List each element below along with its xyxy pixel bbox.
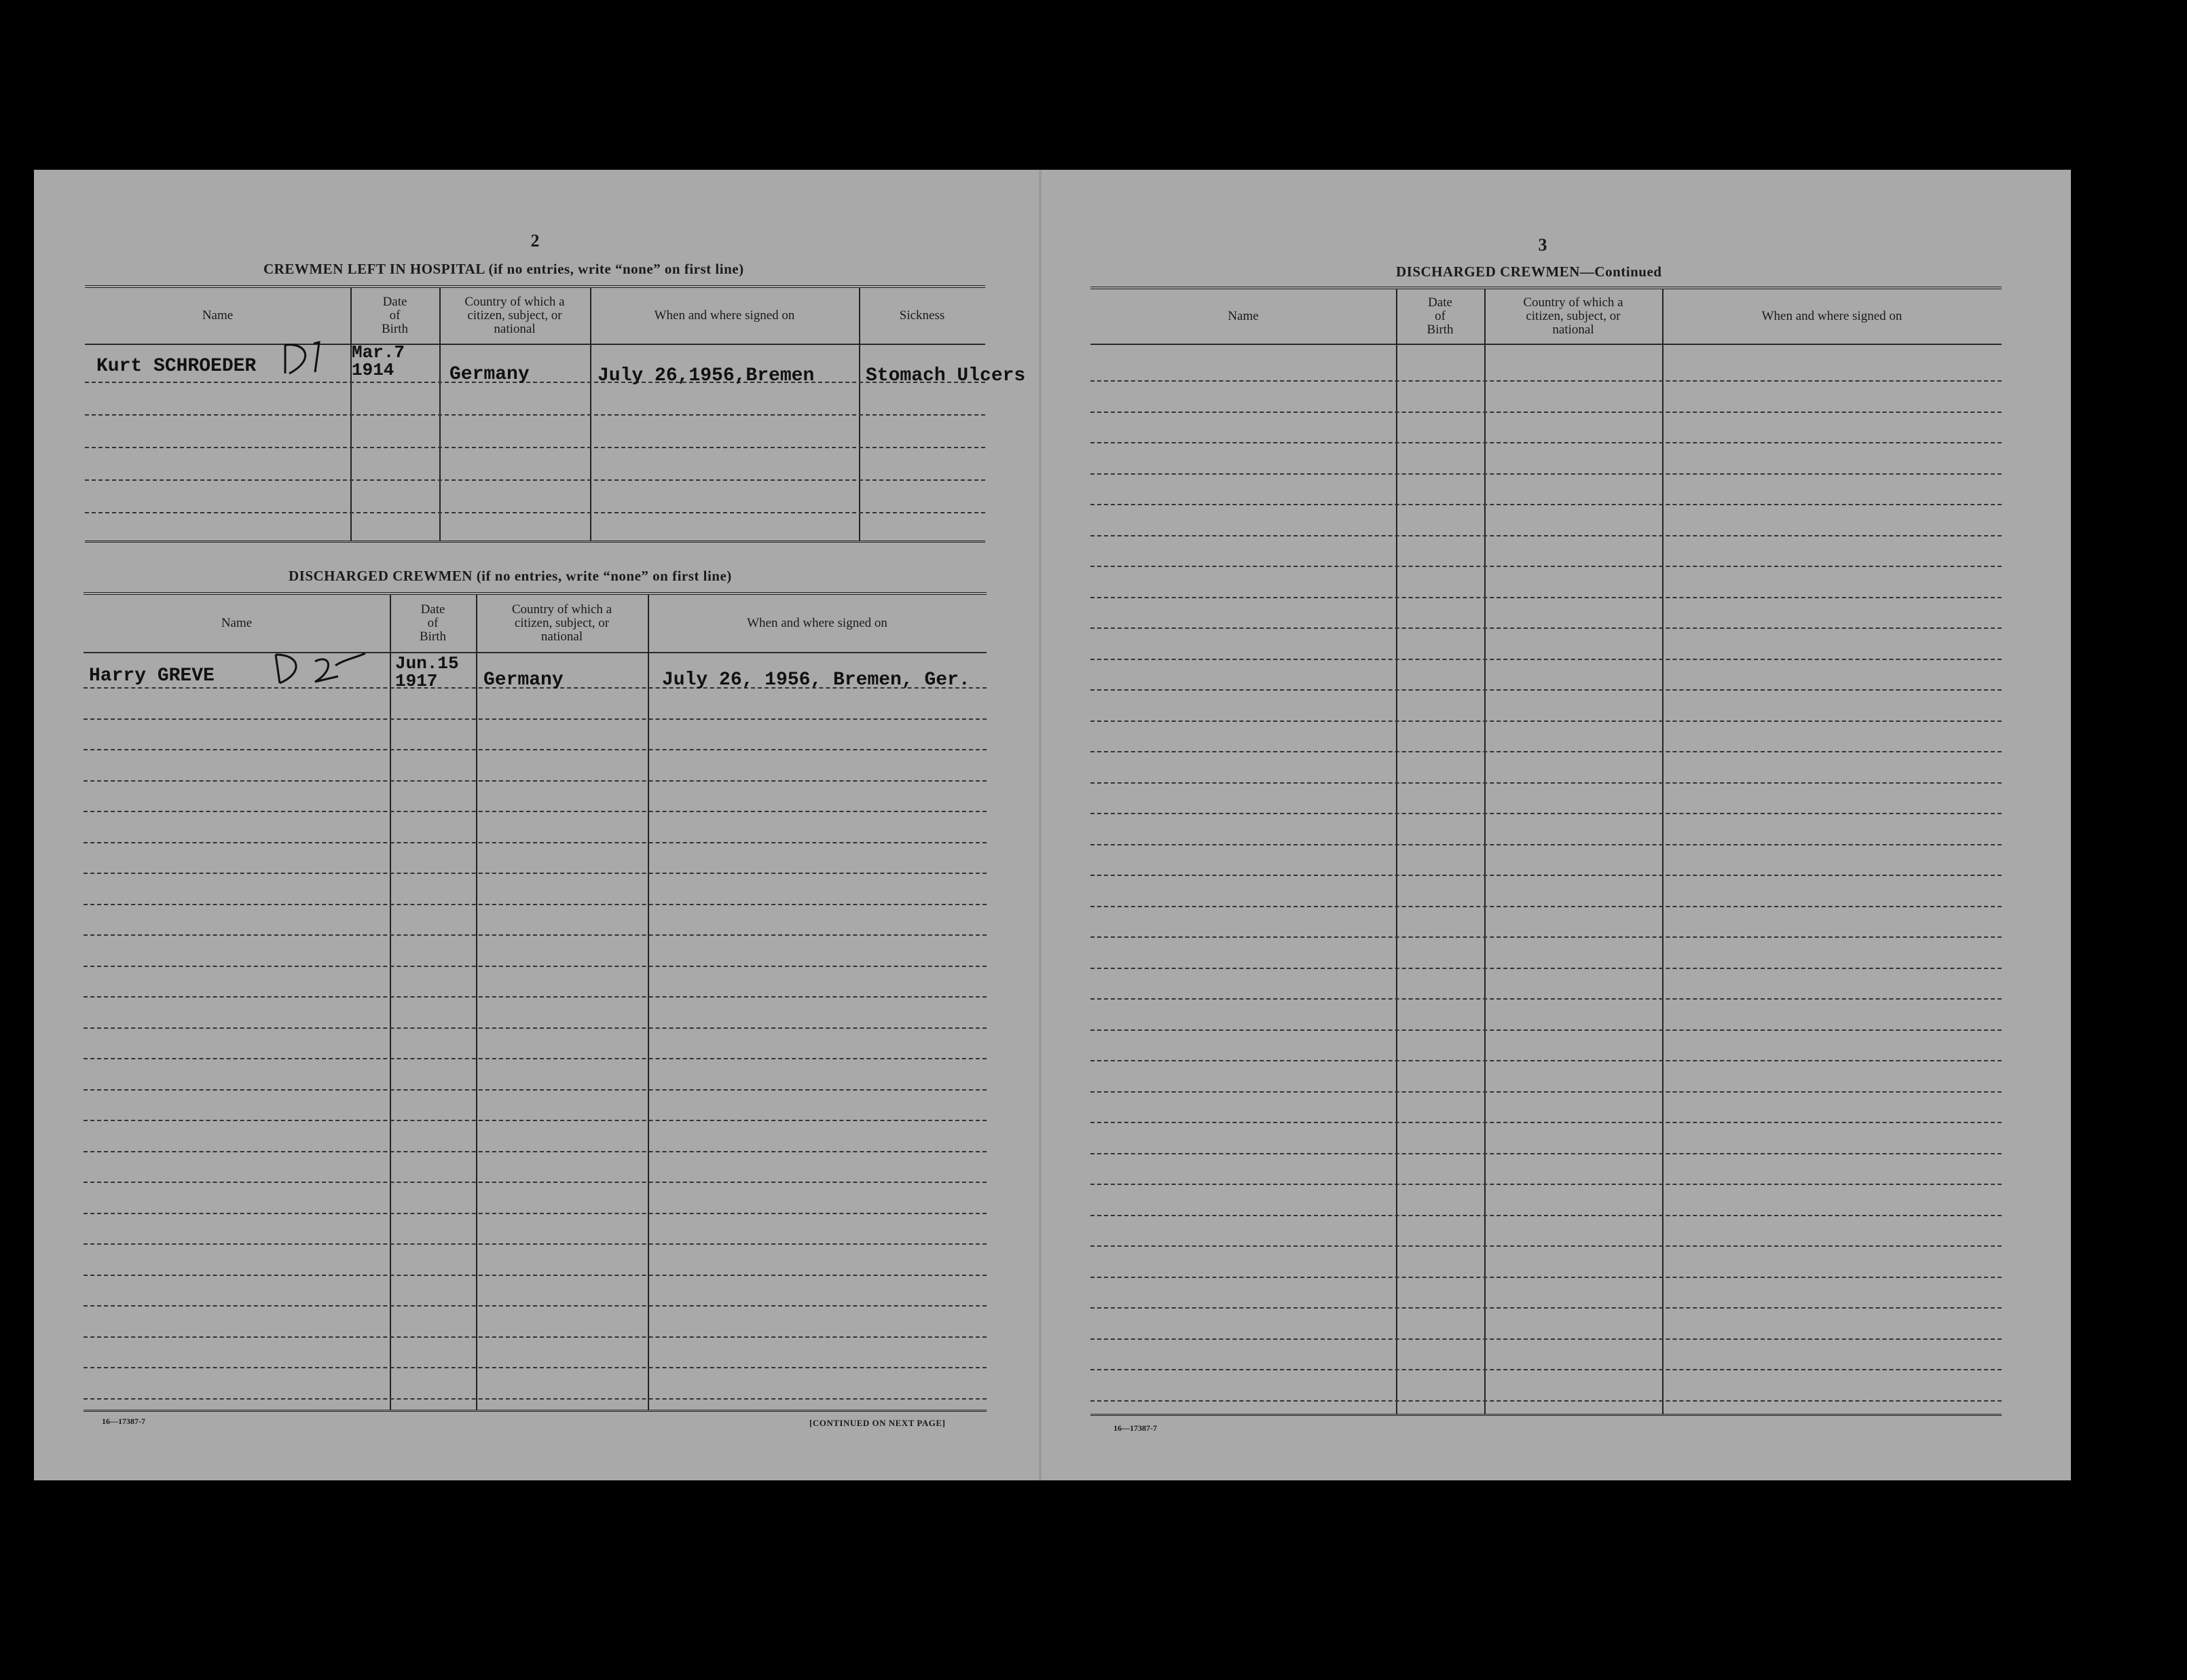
col-header-sickness: Sickness: [899, 308, 945, 323]
row-line: [84, 934, 987, 936]
row-line: [1090, 412, 2002, 413]
row-line: [1090, 689, 2002, 691]
row-line: [1090, 751, 2002, 752]
row-line: [1090, 627, 2002, 629]
discharged-entry-signed-on: July 26, 1956, Bremen, Ger.: [662, 670, 970, 691]
col-header-country: Country of which a citizen, subject, or national: [464, 295, 565, 336]
page-number-right: 3: [1538, 235, 1547, 255]
discharged-continued-title: DISCHARGED CREWMEN—Continued: [1396, 263, 1662, 280]
row-line: [84, 1305, 987, 1307]
row-line: [1090, 1060, 2002, 1061]
row-line: [1090, 906, 2002, 907]
row-line: [1090, 504, 2002, 505]
col-header-signed-on: When and where signed on: [654, 308, 795, 323]
row-line: [84, 842, 987, 843]
row-line: [85, 447, 985, 448]
row-line: [1090, 1215, 2002, 1216]
row-line: [85, 479, 985, 481]
hospital-entry-sickness: Stomach Ulcers: [866, 365, 1026, 386]
row-line: [1090, 936, 2002, 938]
continued-note: [CONTINUED ON NEXT PAGE]: [809, 1418, 946, 1428]
row-line: [1090, 1029, 2002, 1031]
form-code-left: 16—17387-7: [102, 1417, 145, 1426]
column-separator: [390, 595, 391, 1410]
column-separator: [648, 595, 649, 1410]
row-line: [1090, 1400, 2002, 1402]
row-line: [85, 414, 985, 416]
hospital-entry-country: Germany: [449, 364, 530, 385]
row-line: [84, 1367, 987, 1368]
table-bottom-rule: [85, 541, 985, 543]
col-header-signed-on: When and where signed on: [747, 616, 887, 630]
table-top-rule: [84, 592, 987, 595]
row-line: [84, 718, 987, 720]
discharged-entry-dob: Jun.15 1917: [395, 653, 459, 691]
hospital-entry-name: Kurt SCHROEDER: [96, 356, 257, 377]
table-bottom-rule: [1090, 1414, 2002, 1416]
hospital-section-title: [263, 261, 744, 278]
row-line: [84, 1120, 987, 1121]
row-line: [1090, 535, 2002, 536]
row-line: [84, 1027, 987, 1029]
row-line: [1090, 1277, 2002, 1278]
hospital-entry-dob: Mar.7 1914: [352, 342, 405, 380]
row-line: [84, 1398, 987, 1400]
row-line: [1090, 844, 2002, 845]
table-top-rule: [1090, 287, 2002, 289]
row-line: [84, 780, 987, 782]
row-line: [1090, 1307, 2002, 1309]
row-line: [1090, 968, 2002, 969]
discharged-entry-name: Harry GREVE: [89, 665, 215, 687]
row-line: [84, 996, 987, 998]
page-fold: [1039, 170, 1042, 1480]
discharged-table: [84, 592, 987, 1412]
row-line: [1090, 659, 2002, 660]
row-line: [1090, 566, 2002, 567]
row-line: [1090, 1122, 2002, 1123]
row-line: [1090, 875, 2002, 876]
col-header-name: Name: [221, 616, 253, 630]
discharged-section-title: [289, 568, 732, 585]
discharged-title-note: (if no entries, write “none” on first line): [476, 568, 732, 584]
row-line: [1090, 782, 2002, 784]
row-line: [1090, 442, 2002, 443]
row-line: [84, 811, 987, 812]
handwritten-annotation-d2: [270, 651, 372, 695]
header-rule: [85, 344, 985, 345]
page-number-left: 2: [530, 231, 540, 251]
col-header-country: Country of which a citizen, subject, or national: [1523, 295, 1623, 337]
table-bottom-rule: [84, 1410, 987, 1412]
row-line: [84, 904, 987, 905]
hospital-title-note: (if no entries, write “none” on first line): [488, 261, 744, 277]
row-line: [1090, 597, 2002, 598]
row-line: [1090, 1338, 2002, 1340]
row-line: [85, 382, 985, 383]
discharged-title-text: DISCHARGED CREWMEN: [289, 568, 473, 584]
row-line: [84, 1058, 987, 1059]
discharged-continued-table: [1090, 287, 2002, 1417]
row-line: [1090, 1153, 2002, 1154]
hospital-title-text: CREWMEN LEFT IN HOSPITAL: [263, 261, 485, 277]
col-header-name: Name: [202, 308, 234, 323]
form-code-right: 16—17387-7: [1114, 1423, 1157, 1433]
row-line: [85, 512, 985, 513]
col-header-dob: Date of Birth: [1427, 295, 1454, 337]
col-header-name: Name: [1228, 309, 1259, 323]
row-line: [1090, 1369, 2002, 1370]
row-line: [84, 749, 987, 750]
row-line: [84, 1336, 987, 1338]
row-line: [84, 1213, 987, 1214]
row-line: [84, 1243, 987, 1245]
column-separator: [476, 595, 477, 1410]
row-line: [1090, 1091, 2002, 1093]
hospital-entry-signed-on: July 26,1956,Bremen: [598, 365, 815, 386]
row-line: [84, 1182, 987, 1183]
hospital-table: [85, 285, 985, 543]
col-header-signed-on: When and where signed on: [1761, 309, 1903, 323]
row-line: [1090, 1245, 2002, 1247]
row-line: [84, 873, 987, 874]
row-line: [84, 1089, 987, 1091]
col-header-dob: Date of Birth: [381, 295, 409, 336]
handwritten-annotation-d1: [280, 340, 334, 384]
header-rule: [1090, 344, 2002, 345]
row-line: [1090, 720, 2002, 722]
col-header-dob: Date of Birth: [419, 602, 447, 644]
discharged-entry-country: Germany: [483, 670, 564, 691]
row-line: [84, 1151, 987, 1152]
row-line: [1090, 380, 2002, 382]
row-line: [1090, 813, 2002, 814]
row-line: [84, 966, 987, 967]
row-line: [1090, 1184, 2002, 1185]
header-rule: [84, 652, 987, 653]
row-line: [1090, 473, 2002, 475]
col-header-country: Country of which a citizen, subject, or national: [511, 602, 612, 644]
table-top-rule: [85, 285, 985, 288]
row-line: [84, 1275, 987, 1276]
row-line: [1090, 998, 2002, 1000]
